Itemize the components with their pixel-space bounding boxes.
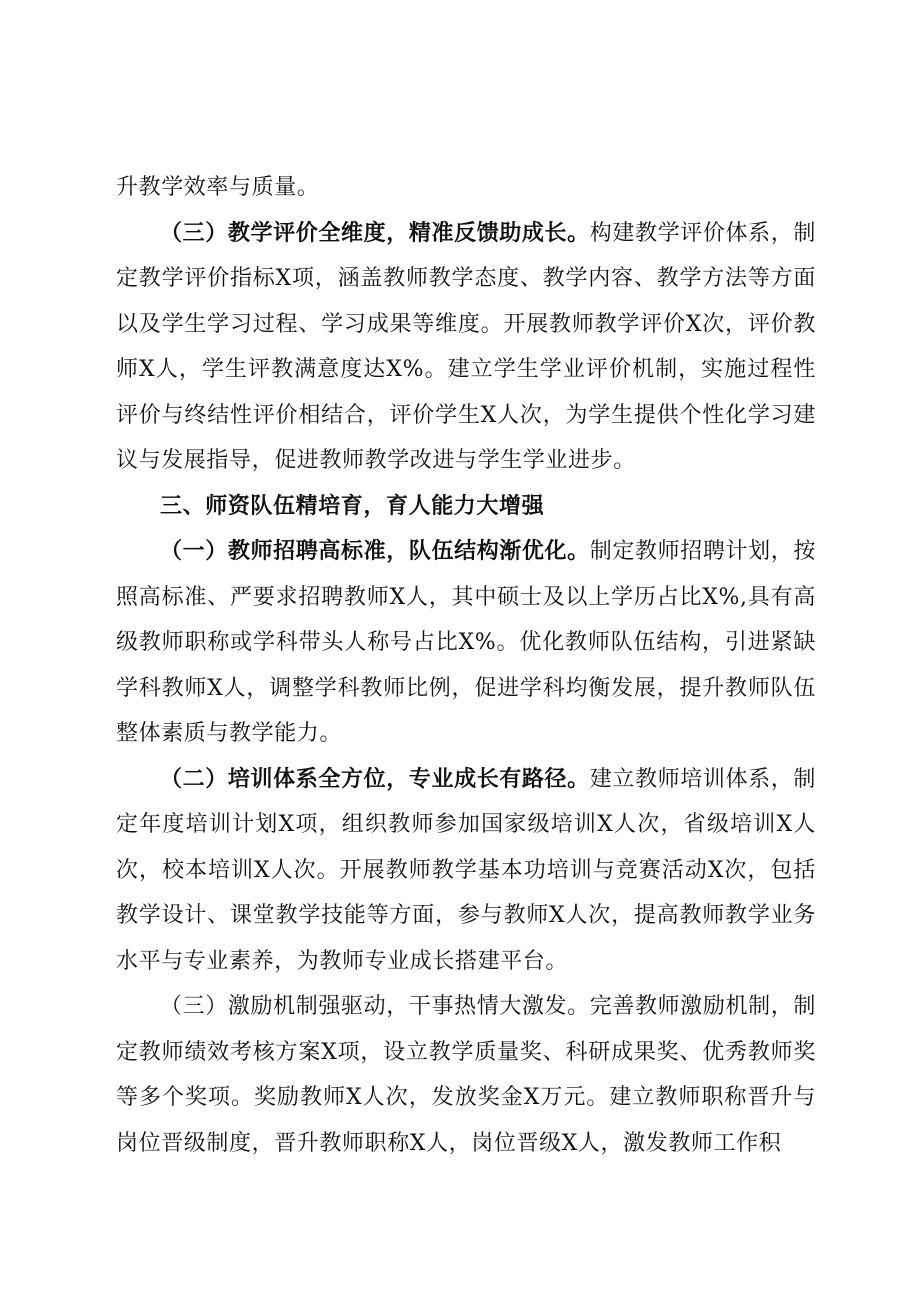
paragraph-teacher-recruitment (116, 529, 816, 757)
paragraph-incentive-mechanism (116, 984, 816, 1166)
paragraph-text: 制定教师招聘计划，按照高标准、严要求招聘教师X人，其中硕士及以上学历占比X%,具有高级教师职称或学科带头人称号占比X%。优化教师队伍结构，引进紧缺学科教师X人，调整学科教师比例，促进学科均衡发展，提升教师队伍整体素质与教学能力。 (116, 539, 816, 746)
section-heading-3: 三、师资队伍精培育，育人能力大增强 (160, 493, 545, 519)
paragraph-lead: （三）教学评价全维度，精准反馈助成长。 (160, 220, 590, 246)
paragraph-lead: （二）培训体系全方位，专业成长有路径。 (160, 766, 590, 792)
paragraph-teaching-evaluation (116, 211, 816, 484)
paragraph-text: 升教学效率与质量。 (116, 175, 320, 200)
paragraph-text: 构建教学评价体系，制定教学评价指标X项，涵盖教师教学态度、教学内容、教学方法等方面以及学生学习过程、学习成果等维度。开展教师教学评价X次，评价教师X人，学生评教满意度达X%。建立学生学业评价机制，实施过程性评价与终结性评价相结合，评价学生X人次，为学生提供个性化学习建议与发展指导，促进教师教学改进与学生学业进步。 (116, 220, 816, 473)
paragraph-continuation (116, 165, 816, 211)
paragraph-text: （三）激励机制强驱动，干事热情大激发。完善教师激励机制，制定教师绩效考核方案X项，设立教学质量奖、科研成果奖、优秀教师奖等多个奖项。奖励教师X人次，发放奖金X万元。建立教师职称晋升与岗位晋级制度，晋升教师职称X人，岗位晋级X人，激发教师工作积 (116, 994, 816, 1156)
document-body (116, 165, 816, 1166)
paragraph-training-system (116, 757, 816, 985)
paragraph-text: 建立教师培训体系，制定年度培训计划X项，组织教师参加国家级培训X人次，省级培训X人次，校本培训X人次。开展教师教学基本功培训与竞赛活动X次，包括教学设计、课堂教学技能等方面，参与教师X人次，提高教师教学业务水平与专业素养，为教师专业成长搭建平台。 (116, 766, 816, 974)
paragraph-lead: （一）教师招聘高标准，队伍结构渐优化。 (160, 539, 590, 564)
